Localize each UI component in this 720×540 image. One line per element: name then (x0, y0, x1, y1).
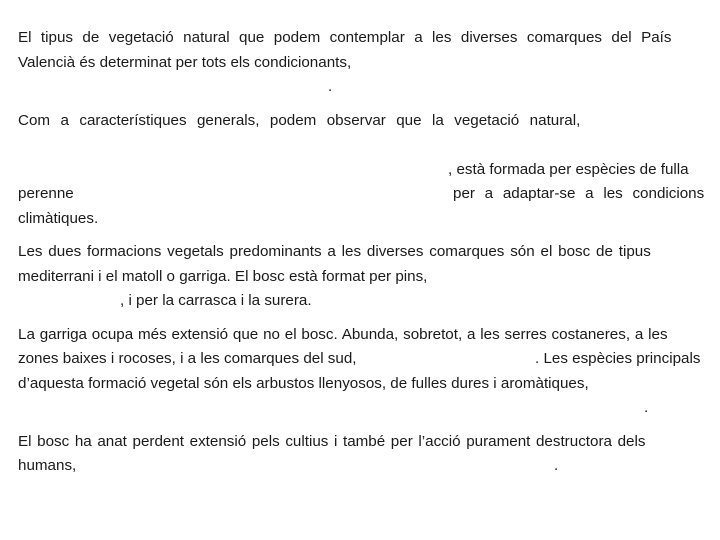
paragraph-general-characteristics (18, 109, 708, 232)
text-line (18, 289, 708, 314)
text-segment: . Les espècies principals (535, 350, 701, 367)
document-body (18, 26, 708, 488)
text-segment: , està formada per espècies de fulla (448, 160, 689, 178)
text-line (18, 158, 708, 183)
text-segment: per a adaptar-se a les condicions (453, 185, 705, 202)
text-line (18, 240, 708, 265)
text-line (18, 396, 708, 421)
text-line (18, 182, 708, 207)
paragraph-garriga (18, 323, 708, 421)
text-segment: El bosc ha anat perdent extensió pels cultius i també per l’acció purament destructora dels (18, 432, 646, 450)
text-line (18, 347, 708, 372)
text-segment: , i per la carrasca i la surera. (120, 292, 312, 309)
text-segment: . (328, 78, 333, 95)
text-line: mediterrani i el matoll o garriga. El bosc està format per pins, (18, 267, 428, 285)
text-line (18, 323, 708, 348)
text-line (18, 454, 708, 479)
blank-line (18, 133, 708, 158)
paragraph-vegetation-intro (18, 26, 708, 100)
text-segment: Les dues formacions vegetals predominants a les diverses comarques són el bosc de tipus (18, 243, 651, 260)
text-line (18, 26, 708, 51)
text-segment: El tipus de vegetació natural que podem contemplar a les diverses comarques del País (18, 29, 672, 46)
text-line: Valencià és determinat per tots els condicionants, (18, 53, 352, 71)
text-line (18, 430, 708, 455)
text-segment: perenne (18, 185, 74, 202)
text-segment: . (554, 457, 559, 474)
text-segment: La garriga ocupa més extensió que no el bosc. Abunda, sobretot, a les serres costaneres, a les (18, 325, 668, 343)
text-segment: zones baixes i rocoses, i a les comarques del sud, (18, 350, 357, 367)
paragraph-vegetation-formations (18, 240, 708, 314)
text-line: climàtiques. (18, 209, 99, 227)
text-line: d’aquesta formació vegetal són els arbustos llenyosos, de fulles dures i aromàtiques, (18, 374, 589, 392)
text-segment: Com a característiques generals, podem observar que la vegetació natural, (18, 111, 581, 129)
paragraph-forest-loss (18, 430, 708, 479)
text-line (18, 109, 708, 134)
text-segment: humans, (18, 457, 77, 474)
text-line (18, 75, 708, 100)
text-segment: . (644, 399, 649, 416)
